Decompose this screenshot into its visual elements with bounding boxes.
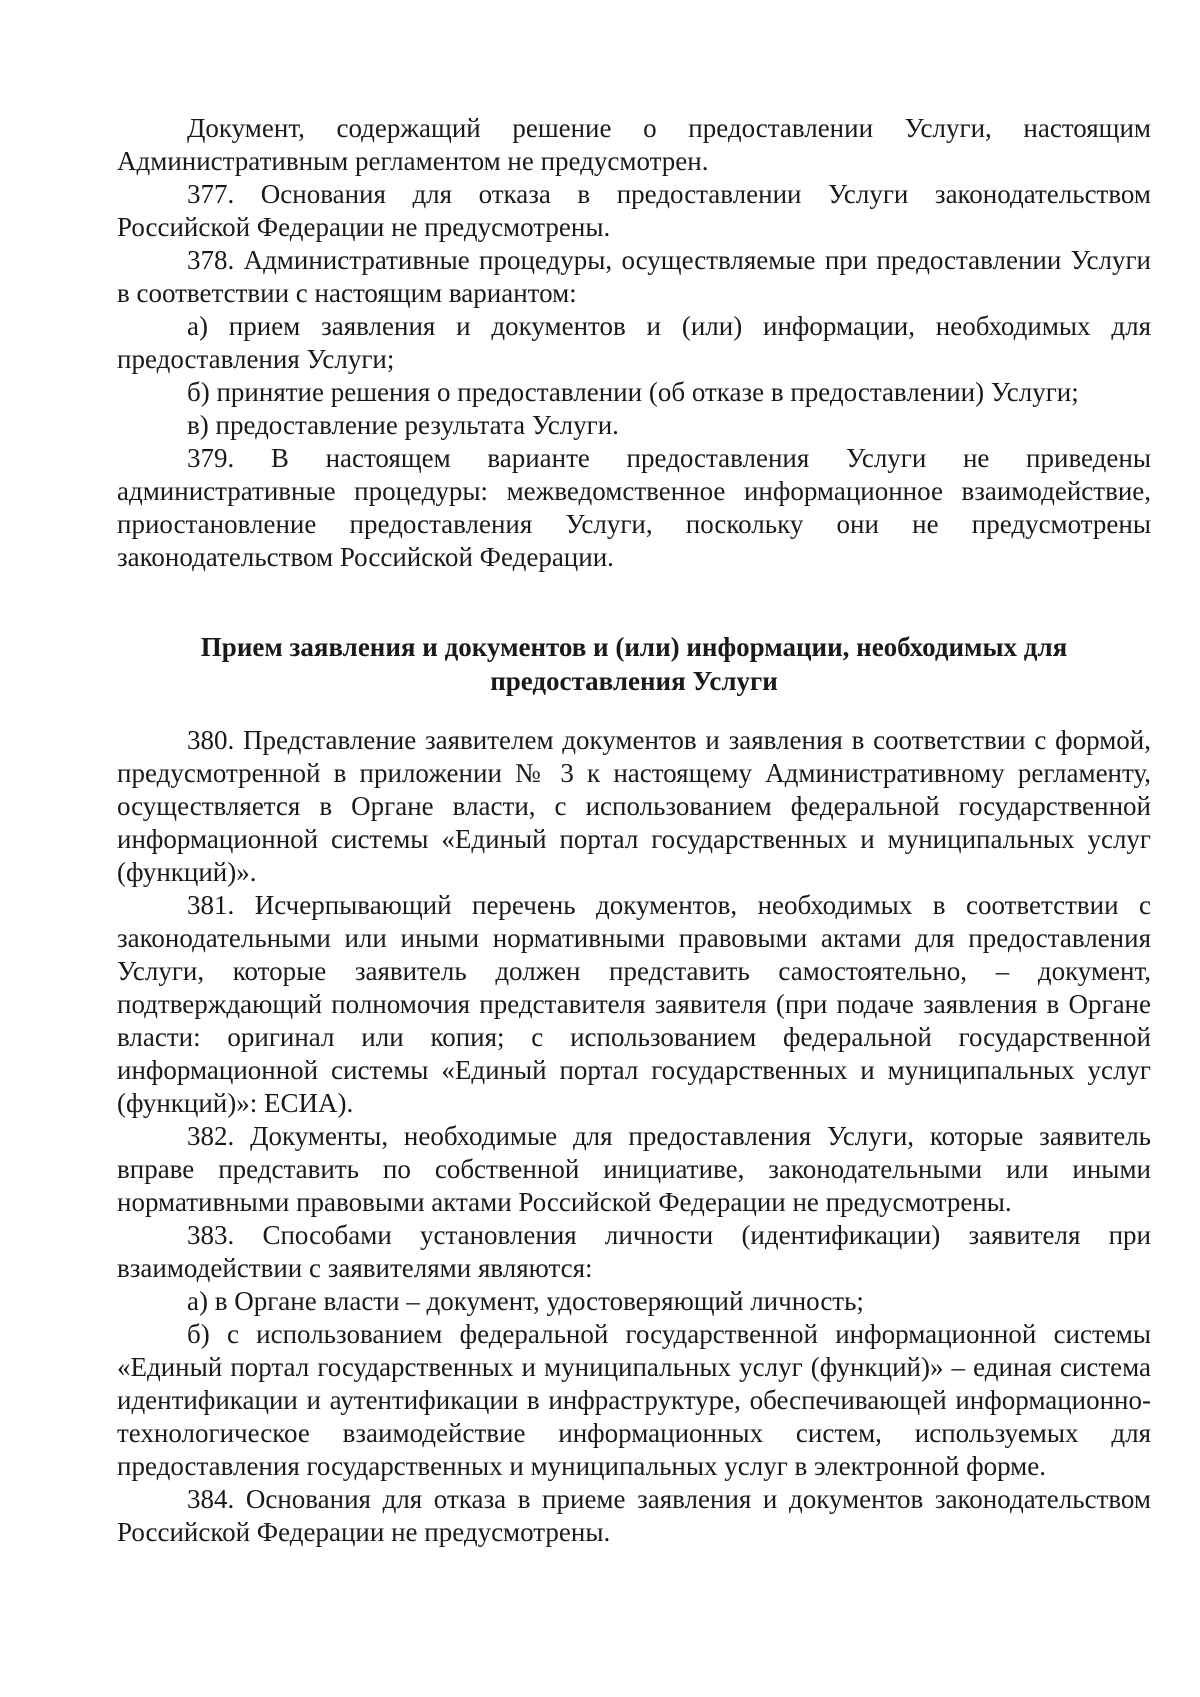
paragraph-384: 384. Основания для отказа в приеме заявления и документов законодательством Российской Федерации не предусмотрены. — [117, 1484, 1151, 1547]
section-heading: Прием заявления и документов и (или) информации, необходимых для предоставления Услуги — [200, 632, 1068, 696]
list-item-378-c: в) предоставление результата Услуги. — [187, 410, 619, 440]
list-item-383-a: а) в Органе власти – документ, удостоверяющий личность; — [187, 1286, 864, 1316]
paragraph-379: 379. В настоящем варианте предоставления Услуги не приведены административные процедуры: межведомственное информационное взаимодействие, приостановление предоставления Услуги, поскольку они не предусмотрены законодательством Российской Федерации. — [117, 443, 1151, 572]
paragraph-383: 383. Способами установления личности (идентификации) заявителя при взаимодействии с заявителями являются: — [117, 1220, 1151, 1283]
list-item-378-b: б) принятие решения о предоставлении (об отказе в предоставлении) Услуги; — [187, 377, 1079, 407]
paragraph-377: 377. Основания для отказа в предоставлении Услуги законодательством Российской Федерации не предусмотрены. — [117, 179, 1151, 242]
paragraph-intro: Документ, содержащий решение о предоставлении Услуги, настоящим Административным регламентом не предусмотрен. — [117, 113, 1151, 176]
paragraph-381: 381. Исчерпывающий перечень документов, необходимых в соответствии с законодательными или иными нормативными правовыми актами для предоставления Услуги, которые заявитель должен представить самостоятельно, – документ, подтверждающий полномочия представителя заявителя (при подаче заявления в Органе власти: оригинал или копия; с использованием федеральной государственной информационной системы «Единый портал государственных и муниципальных услуг (функций)»: ЕСИА). — [117, 890, 1151, 1118]
paragraph-378: 378. Административные процедуры, осуществляемые при предоставлении Услуги в соответствии с настоящим вариантом: — [117, 245, 1151, 308]
paragraph-382: 382. Документы, необходимые для предоставления Услуги, которые заявитель вправе представить по собственной инициативе, законодательными или иными нормативными правовыми актами Российской Федерации не предусмотрены. — [117, 1121, 1151, 1217]
document-page — [117, 112, 1151, 1549]
paragraph-380: 380. Представление заявителем документов и заявления в соответствии с формой, предусмотренной в приложении № 3 к настоящему Административному регламенту, осуществляется в Органе власти, с использованием федеральной государственной информационной системы «Единый портал государственных и муниципальных услуг (функций)». — [117, 725, 1151, 887]
list-item-383-b: б) с использованием федеральной государственной информационной системы «Единый портал государственных и муниципальных услуг (функций)» – единая система идентификации и аутентификации в инфраструктуре, обеспечивающей информационно-технологическое взаимодействие информационных систем, используемых для предоставления государственных и муниципальных услуг в электронной форме. — [117, 1319, 1151, 1481]
list-item-378-a: а) прием заявления и документов и (или) информации, необходимых для предоставления Услуги; — [117, 311, 1151, 374]
